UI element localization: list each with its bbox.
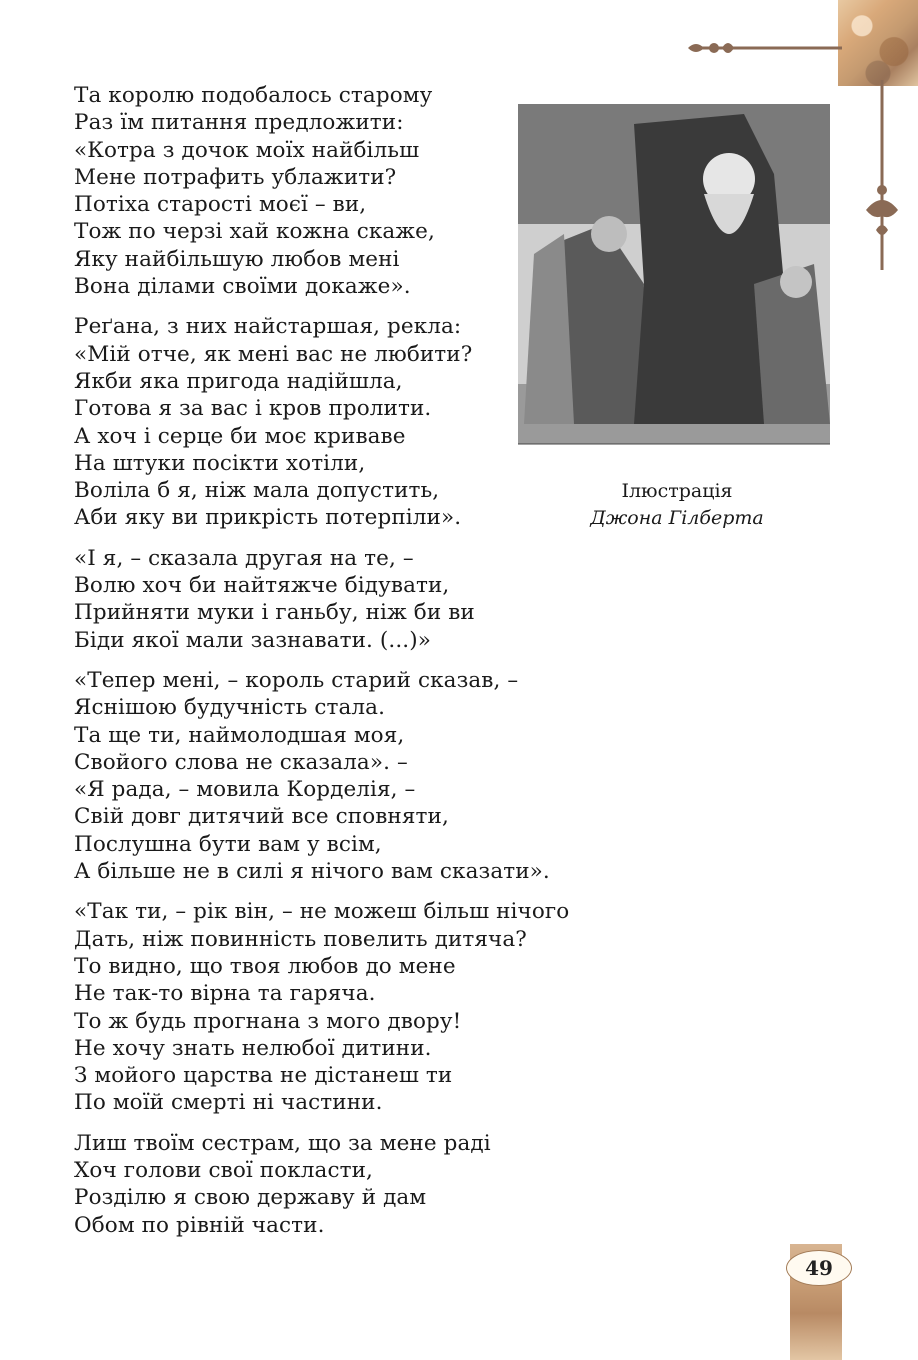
decorative-vertical-ornament	[862, 80, 902, 280]
poem-line: Лиш твоїм сестрам, що за мене раді	[74, 1130, 491, 1156]
poem-line: На штуки посікти хотіли,	[74, 450, 366, 476]
poem-line: Вона ділами своїми докаже».	[74, 274, 411, 300]
poem-line: Та ще ти, наймолодшая моя,	[74, 722, 405, 748]
caption-author: Джона Гілберта	[590, 507, 764, 529]
poem-line: «І я, – сказала другая на те, –	[74, 545, 414, 571]
decorative-corner-image	[838, 0, 918, 86]
poem-line: По моїй смерті ні частини.	[74, 1090, 383, 1116]
poem-line: «Так ти, – рік він, – не можеш більш нічого	[74, 899, 570, 925]
poem-line: Не так-то вірна та гаряча.	[74, 981, 376, 1007]
poem-line: Прийняти муки і ганьбу, ніж би ви	[74, 600, 475, 626]
poem-line: Яку найбільшую любов мені	[74, 246, 400, 272]
poem-line: «Котра з дочок моїх найбільш	[74, 137, 420, 163]
poem-line: «Мій отче, як мені вас не любити?	[74, 341, 473, 367]
poem-line: Та королю подобалось старому	[74, 83, 433, 108]
poem-line: Розділю я свою державу й дам	[74, 1185, 427, 1211]
poem-line: Тож по черзі хай кожна скаже,	[74, 219, 435, 245]
poem-stanza	[74, 545, 654, 654]
poem-line: Якби яка пригода надійшла,	[74, 368, 403, 394]
poem-line: Реґана, з них найстаршая, рекла:	[74, 314, 462, 340]
poem-line: А більше не в силі я нічого вам сказати».	[74, 859, 550, 885]
poem-line: «Я рада, – мовила Корделія, –	[74, 777, 416, 803]
page-number: 49	[786, 1250, 852, 1286]
caption-label: Ілюстрація	[621, 480, 733, 502]
poem-stanza	[74, 667, 654, 885]
poem-line: Не хочу знать нелюбої дитини.	[74, 1035, 432, 1061]
king-lear-engraving-illustration	[514, 84, 834, 468]
poem-line: Готова я за вас і кров пролити.	[74, 396, 432, 422]
poem-line: Дать, ніж повинність повелить дитяча?	[74, 926, 527, 952]
poem-line: Волю хоч би найтяжче бідувати,	[74, 573, 450, 599]
poem-line: Свойого слова не сказала». –	[74, 749, 408, 775]
poem-line: Воліла б я, ніж мала допустить,	[74, 478, 440, 504]
poem-line: Потіха старості моєї – ви,	[74, 192, 367, 218]
poem-line: З мойого царства не дістанеш ти	[74, 1063, 453, 1089]
poem-line: Мене потрафить ублажити?	[74, 164, 397, 190]
poem-line: «Тепер мені, – король старий сказав, –	[74, 667, 519, 693]
poem-line: Біди якої мали зазнавати. (...)»	[74, 627, 431, 653]
poem-stanza	[74, 1130, 654, 1239]
poem-line: Раз їм питання предложити:	[74, 110, 404, 136]
illustration-caption	[560, 478, 794, 532]
poem-line: Аби яку ви прикрість потерпіли».	[74, 505, 462, 531]
poem-line: Хоч голови свої покласти,	[74, 1157, 373, 1183]
poem-line: Свій довг дитячий все сповняти,	[74, 804, 449, 830]
poem-line: А хоч і серце би моє криваве	[74, 423, 406, 449]
poem-line: Послушна бути вам у всім,	[74, 831, 382, 857]
poem-line: То ж будь прогнана з мого двору!	[74, 1008, 462, 1034]
poem-stanza	[74, 898, 654, 1116]
poem-line: Обом по рівній части.	[74, 1212, 325, 1238]
poem-line: То видно, що твоя любов до мене	[74, 953, 456, 979]
poem-line: Яснішою будучність стала.	[74, 695, 386, 721]
